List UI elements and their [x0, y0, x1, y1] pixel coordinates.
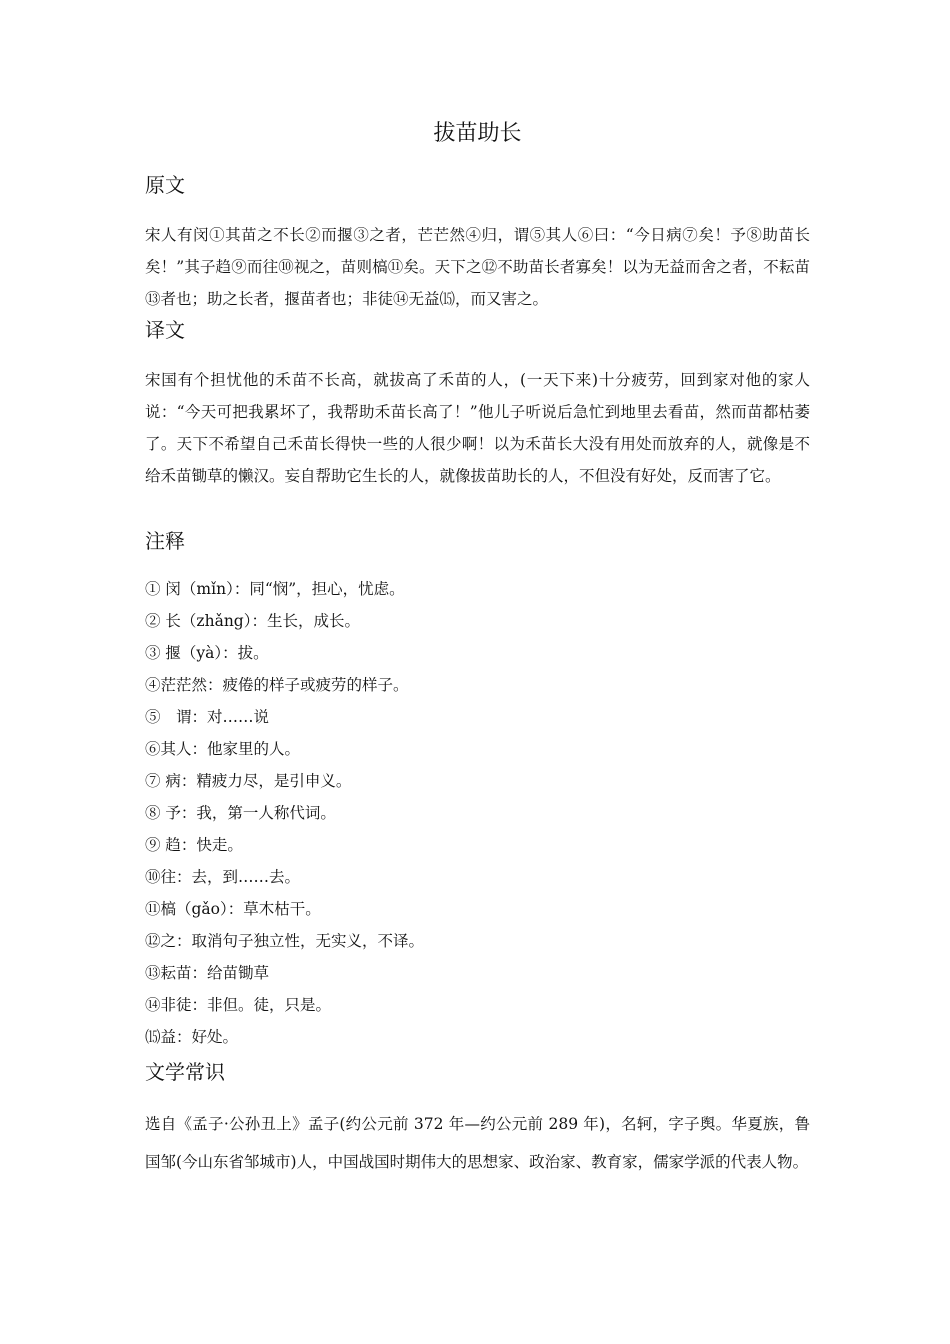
note-item: ⑬耘苗：给苗锄草 [145, 964, 270, 982]
literature-text: 选自《孟子·公孙丑上》孟子(约公元前 372 年—约公元前 289 年)，名轲，字子舆。华夏族，鲁国邹(今山东省邹城市)人，中国战国时期伟大的思想家、政治家、教育家，儒家学派的代表人物。 [145, 1115, 810, 1171]
note-item: ⑨ 趋：快走。 [145, 836, 243, 854]
section-heading-literature: 文学常识 [145, 1060, 225, 1084]
note-item: ⑪槁（gǎo）：草木枯干。 [145, 900, 321, 918]
note-item: ① 闵（mǐn）：同“悯”，担心，忧虑。 [145, 580, 405, 598]
note-item: ⑩往：去，到……去。 [145, 868, 301, 886]
translation-text: 宋国有个担忧他的禾苗不长高，就拔高了禾苗的人，(一天下来)十分疲劳，回到家对他的家人说：“今天可把我累坏了，我帮助禾苗长高了！”他儿子听说后急忙到地里去看苗，然而苗都枯萎了。天下不希望自己禾苗长得快一些的人很少啊！以为禾苗长大没有用处而放弃的人，就像是不给禾苗锄草的懒汉。妄自帮助它生长的人，就像拔苗助长的人，不但没有好处，反而害了它。 [145, 371, 810, 485]
note-item: ③ 揠（yà）：拔。 [145, 644, 269, 662]
section-heading-original: 原文 [145, 173, 185, 197]
section-heading-translation: 译文 [145, 318, 185, 342]
note-item: ② 长（zhǎng）：生长，成长。 [145, 612, 360, 630]
section-heading-notes: 注释 [145, 529, 185, 553]
note-item: ⑦ 病：精疲力尽，是引申义。 [145, 772, 352, 790]
note-item: ⑫之：取消句子独立性，无实义，不译。 [145, 932, 425, 950]
note-item: ⑤ 谓：对……说 [145, 708, 270, 726]
note-item: ④茫茫然：疲倦的样子或疲劳的样子。 [145, 676, 409, 694]
notes-list [145, 573, 810, 1053]
note-item: ⑧ 予：我，第一人称代词。 [145, 804, 336, 822]
note-item: ⑭非徒：非但。徒，只是。 [145, 996, 332, 1014]
document-title: 拔苗助长 [433, 121, 522, 146]
note-item: ⑥其人：他家里的人。 [145, 740, 301, 758]
note-item: ⒂益：好处。 [145, 1028, 239, 1046]
original-text: 宋人有闵①其苗之不长②而揠③之者，芒芒然④归，谓⑤其人⑥曰：“今日病⑦矣！予⑧助苗长矣！”其子趋⑨而往⑩视之，苗则槁⑪矣。天下之⑫不助苗长者寡矣！以为无益而舍之者，不耘苗⑬者也；助之长者，揠苗者也；非徒⑭无益⒂，而又害之。 [145, 226, 810, 308]
